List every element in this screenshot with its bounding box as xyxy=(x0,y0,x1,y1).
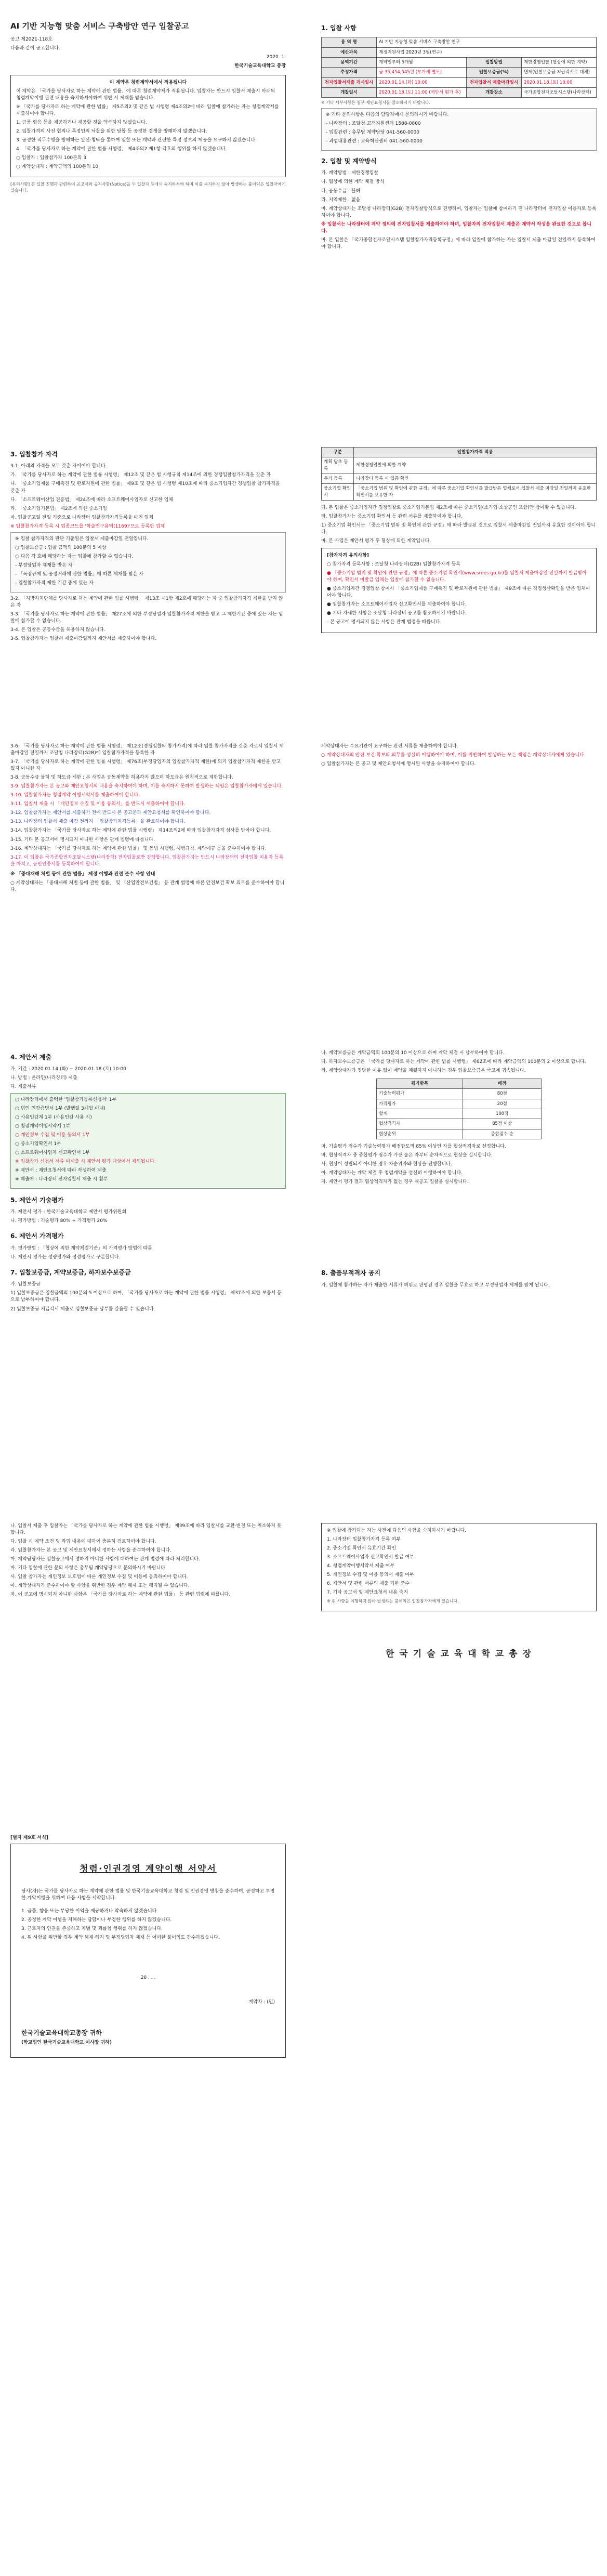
cell-value: 금 35,454,545원 (부가세 별도) xyxy=(377,68,467,77)
table-row xyxy=(322,457,597,474)
cell-label: 개찰일시 xyxy=(322,87,377,97)
announcement-column xyxy=(10,21,286,196)
table-row xyxy=(377,1099,542,1109)
sec9-item: 마. 계약담당자는 입찰공고에서 정하지 아니한 사항에 대하여는 관계 법령에 따라 처리합니다. xyxy=(10,1557,200,1562)
notice-line: - 본 공고에 명시되지 않은 사항은 관계 법령을 따릅니다. xyxy=(327,620,442,625)
sec9-item: 나. 입찰서 제출 후 입찰자는 「국가를 당사자로 하는 계약에 관한 법률 시행령」 제39조에 따라 입찰서를 교환·변경 또는 취소하지 못합니다. xyxy=(10,1523,282,1536)
pledge-date: 20 . . . xyxy=(140,1975,156,1980)
cell-label: 용역기간 xyxy=(322,58,377,68)
integrity-para: 1. 금품·향응 등을 제공하거나 제공할 것을 약속하지 않겠습니다. xyxy=(16,120,147,126)
table-cell: 협상적격자 xyxy=(377,1119,463,1129)
table-cell: 80점 xyxy=(463,1089,542,1099)
contact-box xyxy=(321,108,597,151)
sec4-right-item2: 마. 기술평가 점수가 기술능력평가 배점한도의 85% 이상인 자를 협상적격자로 선정합니다. xyxy=(321,1144,506,1150)
table-cell: 협상순위 xyxy=(377,1129,463,1139)
table-cell: 추가 등록 xyxy=(322,474,354,483)
safety-note-title: ※ 「중대재해 처벌 등에 관한 법률」 제정 이행과 관련 준수 사항 안내 xyxy=(10,871,155,877)
sec3-para: 나. 「중소기업제품 구매촉진 및 판로지원에 관한 법률」 제9조 및 같은 법 시행령 제10조에 따라 중소기업자간 경쟁입찰 참가자격을 갖춘 자 xyxy=(10,481,280,494)
sec3b-blue-item: 3-13. 나라장터 입찰서 제출 마감 전까지 「입찰참가자격등록」을 완료하여야 합니다. xyxy=(10,819,186,825)
form-tag: [별지 제9호 서식] xyxy=(10,1835,48,1841)
sec4-right-item: 다. 하자보수보증금은 「국가를 당사자로 하는 계약에 관한 법률 시행령」 제62조에 따라 계약금액의 100분의 2 이상으로 합니다. xyxy=(321,1059,586,1065)
sec4-item: 다. 제출서류 xyxy=(10,1084,36,1090)
sec2-red-note: ※ 입찰서는 나라장터에 계약 정의에 전자입찰서를 제출하여야 하며, 입찰자의 전자입찰서 제출은 계약서 작성을 완료한 것으로 봅니다. xyxy=(321,221,591,234)
obligations-column xyxy=(10,743,286,896)
sec9-item: 바. 기타 입찰에 관한 문의 사항은 총무팀 계약담당으로 문의하시기 바랍니다. xyxy=(10,1566,167,1571)
doc-line: ○ 사용인감계 1부 (사용인감 사용 시) xyxy=(15,1114,92,1120)
sec2-item: 다. 공동수급 : 불허 xyxy=(321,188,361,194)
cell-value: 제한경쟁입찰 (협상에 의한 계약) xyxy=(521,58,596,68)
pledge-form xyxy=(10,1844,286,2057)
sec5-item: 가. 제안서 평가 : 한국기술교육대학교 제안서 평가위원회 xyxy=(10,1210,127,1215)
section-2-title: 2. 입찰 및 계약방식 xyxy=(321,157,377,165)
table-cell: 「중소기업 범위 및 확인에 관한 규정」에 따른 중소기업 확인서를 발급받은 업체로서 입찰서 제출 마감일 전일까지 유효한 확인서를 보유한 자 xyxy=(354,484,597,501)
sec7-item: 1) 입찰보증금은 입찰금액의 100분의 5 이상으로 하며, 「국가를 당사자로 하는 계약에 관한 법률 시행령」 제37조에 의한 보증서 등으로 납부하여야 합니다. xyxy=(10,1291,282,1303)
sec3b-magenta: 3-17. 이 입찰은 국가종합전자조달시스템(나라장터) 전자입찰로만 진행합니다. 입찰참가자는 반드시 나라장터의 전자입찰 이용자 등록을 마치고, 공인인증서를 등록하여야 합니다. xyxy=(10,855,284,867)
sec3-inset xyxy=(10,532,286,593)
sec3b-red-item: 3-9. 입찰참가자는 본 공고와 제안요청서의 내용을 숙지하여야 하며, 이를 숙지하지 못하여 발생하는 책임은 입찰참가자에게 있습니다. xyxy=(10,784,283,790)
sec3b-red-item: 3-10. 입찰참가자는 청렴계약 이행서약서를 제출하여야 합니다. xyxy=(10,793,140,798)
cell-label: 전자입찰서 제출마감일시 xyxy=(466,77,521,87)
table-cell: 20점 xyxy=(463,1099,542,1109)
doc-line: ○ 중소기업확인서 1부 xyxy=(15,1141,61,1147)
general-terms-column xyxy=(10,1523,286,1600)
announcement-note: [유의사항] 본 입찰 진행과 관련하여 공고서와 공지사항(Notice)을 두 입찰자 등에서 숙지하셔야 하며 이를 숙지하지 않아 발생하는 불이익은 입찰자에게 있습니다. xyxy=(10,182,286,193)
integrity-box-heading: 이 계약은 청렴계약서에서 적용됩니다 xyxy=(109,80,187,85)
inset-line: ○ 다음 각 호에 해당하는 자는 입찰에 참가할 수 없습니다. xyxy=(15,554,134,559)
checklist-line: 2. 중소기업 확인서 유효기간 확인 xyxy=(327,1546,397,1552)
qualification-table xyxy=(321,447,597,501)
pledge-item: 3. 근로자의 인권을 존중하고 차별 및 괴롭힘 행위를 하지 않겠습니다. xyxy=(21,1926,163,1931)
integrity-para: 이 계약은 「국가를 당사자로 하는 계약에 관한 법률」에 따른 청렴계약제가 적용됩니다. 입찰자는 반드시 입찰서 제출시 아래의 청렴계약이행 관련 내용을 숙지하셔야하며 위반 시 제재를 받습니다. xyxy=(16,88,275,101)
sec2-item: 가. 계약방법 : 제한경쟁입찰 xyxy=(321,170,379,176)
inset-line: - 부정당업자 제재를 받은 자 xyxy=(15,562,73,568)
sec3-para2: 3-4. 본 입찰은 공동수급을 허용하지 않습니다. xyxy=(10,627,105,633)
section-4-title: 4. 제안서 제출 xyxy=(10,1054,52,1061)
announcement-issuer: 한국기술교육대학교 총장 xyxy=(234,63,286,69)
integrity-para: 3. 공정한 직무수행을 방해하는 알선·청탁을 통하여 입찰 또는 계약과 관련한 특정 정보의 제공을 요구하지 않겠습니다. xyxy=(16,138,257,143)
page-3 xyxy=(0,728,607,1019)
table-cell: 나라장터 등록 시 업종 확인 xyxy=(354,474,597,483)
checklist-line: 6. 제안서 및 관련 서류의 제출 기한 준수 xyxy=(327,1581,410,1587)
pledge-title: 청렴·인권경영 계약이행 서약서 xyxy=(80,1864,217,1875)
table-cell: 기술능력평가 xyxy=(377,1089,463,1099)
cell-value: AI 기반 지능형 맞춤 서비스 구축방안 연구 xyxy=(377,37,597,47)
inset-line: - 입찰참가자격 제한 기간 중에 있는 자 xyxy=(15,581,94,586)
required-documents-box xyxy=(10,1093,286,1189)
table-cell: 중소기업 확인서 xyxy=(322,484,354,501)
cell-value: 2020.01.18.(토) 11:00 (제안서 평가 후) xyxy=(377,87,467,97)
page-1 xyxy=(0,0,607,416)
table-header: 평가항목 xyxy=(377,1079,463,1089)
cell-label: 예산과목 xyxy=(322,47,377,57)
sec9-item: 아. 계약상대자가 준수하여야 할 사항을 위반한 경우 계약 해제 또는 해지될 수 있습니다. xyxy=(10,1583,190,1589)
sec3-para2: 3-5. 입찰참가자는 입찰서 제출마감일까지 제안서를 제출하여야 합니다. xyxy=(10,636,157,642)
integrity-para: ※ 「국가를 당사자로 하는 계약에 관한 법률」 제5조의2 및 같은 법 시행령 제4조의2에 따라 입찰에 참가하는 자는 청렴계약서를 제출하여야 합니다. xyxy=(16,104,279,117)
sec3-para2: 3-2. 「지방자치단체를 당사자로 하는 계약에 관한 법률 시행령」 제13조 제1항 제2호에 해당하는 자 중 입찰참가자격 제한을 받지 않은 자 xyxy=(10,596,283,609)
contact-line: - 입찰관련 : 총무팀 계약담당 041-560-0000 xyxy=(326,129,419,135)
cell-value: 국가종합전자조달시스템(나라장터) xyxy=(521,87,596,97)
sec4-right-item2: 사. 협상이 성립되지 아니한 경우 차순위자와 협상을 진행합니다. xyxy=(321,1162,452,1167)
checklist-line: 7. 기타 공고서 및 제안요청서 내용 숙지 xyxy=(327,1590,408,1596)
notice-line: ● 입찰참가자는 소프트웨어사업자 신고확인서를 제출하여야 합니다. xyxy=(327,602,467,608)
sec9-item: 사. 입찰 참가자는 개인정보 보호법에 따른 개인정보 수집 및 이용에 동의하여야 합니다. xyxy=(10,1574,188,1580)
notice-box-title: [참가자격 유의사항] xyxy=(327,553,369,559)
announcement-title: AI 기반 지능형 맞춤 서비스 구축방안 연구 입찰공고 xyxy=(10,21,189,31)
contact-line: ※ 기타 문의사항은 다음의 담당자에게 문의하시기 바랍니다. xyxy=(326,112,449,117)
sec6-item: 나. 제안서 평가는 정량평가와 정성평가로 구분합니다. xyxy=(10,1254,121,1260)
section-3-title: 3. 입찰참가 자격 xyxy=(10,451,58,458)
sec7-item: 2) 입찰보증금 지급각서 제출로 입찰보증금 납부를 갈음할 수 있습니다. xyxy=(10,1306,155,1312)
cell-label: 추정가격 xyxy=(322,68,377,77)
announcement-number: 공고 제2021-118호 xyxy=(10,36,52,42)
pledge-recipient: 한국기술교육대학교총장 귀하 xyxy=(21,2029,102,2037)
doc-line: ※ 입찰참가 신청서 서류 미제출 시 제안서 평가 대상에서 제외됩니다. xyxy=(15,1159,156,1164)
sec3b-blue-item: 3-12. 입찰참가자는 제안서를 제출하기 전에 반드시 본 공고문과 제안요청서를 확인하여야 합니다. xyxy=(10,810,211,816)
sec3b-para: 3-6. 「국가를 당사자로 하는 계약에 관한 법률 시행령」 제12조(경쟁입찰의 참가자격)에 따라 입찰 참가자격을 갖춘 자로서 입찰서 제출마감일 전일까지 조달청 나라장터(G2B)에 입찰참가자격을 등록한 자 xyxy=(10,744,284,756)
checklist-note: ※ 위 사항을 이행하지 않아 발생하는 불이익은 입찰참가자에게 있습니다. xyxy=(327,1599,459,1604)
page-5 xyxy=(0,1507,607,1798)
cell-label: 개찰장소 xyxy=(466,87,521,97)
sec2-item: 마. 계약상대자는 조달청 나라장터(G2B) 전자입찰방식으로 진행하며, 입찰자는 입찰에 참여하기 전 나라장터에 전자입찰 이용자로 등록하여야 합니다. xyxy=(321,206,597,218)
table-header: 입찰참가자격 적용 xyxy=(354,448,597,457)
doc-line: ○ 나라장터에서 출력한 '입찰참가등록신청서' 1부 xyxy=(15,1097,117,1102)
integrity-para: 2. 입찰가격의 사전 협의나 특정인의 낙찰을 위한 담합 등 공정한 경쟁을 방해하지 않겠습니다. xyxy=(16,129,207,135)
section-8-title: 8. 출품부적격자 공지 xyxy=(321,1269,381,1277)
score-table xyxy=(376,1079,542,1139)
inset-line: - 「독점규제 및 공정거래에 관한 법률」에 따른 제재를 받은 자 xyxy=(15,571,143,577)
sec3-highlight: ※ 입찰참가자격 등록 시 업종코드를 '학술연구용역(1169)'으로 등록한 업체 xyxy=(10,523,165,529)
contact-line: - 과업내용관련 : 교육혁신센터 041-560-0000 xyxy=(326,139,423,144)
pledge-recipient-sub: (학교법인 한국기술교육대학교 이사장 귀하) xyxy=(21,2040,112,2046)
pledge-intro: 당사(자)는 국가를 당사자로 하는 계약에 관한 법률 및 한국기술교육대학교 청렴 및 인권경영 방침을 준수하며, 공정하고 투명한 계약이행을 위하여 다음 사항을 서약합니다. xyxy=(21,1888,275,1901)
table-cell: 가격평가 xyxy=(377,1099,463,1109)
sec2-item: 라. 지역제한 : 없음 xyxy=(321,197,361,203)
sec3b-right-para: ○ 입찰참가자는 본 공고 및 제안요청서에 명시된 사항을 숙지하여야 합니다. xyxy=(321,761,476,767)
notice-line: ● 기타 자세한 사항은 조달청 나라장터 공고를 참조하시기 바랍니다. xyxy=(327,611,467,616)
sec3-right-para: 라. 입찰참가자는 중소기업 확인서 등 관련 서류를 제출하여야 합니다. xyxy=(321,514,463,519)
section-1-title: 1. 입찰 사항 xyxy=(321,24,357,32)
sec3-para: 라. 「중소기업기본법」 제2조에 의한 중소기업 xyxy=(10,506,107,511)
sec3b-para2: 3-15. 기타 본 공고서에 명시되지 아니한 사항은 관계 법령에 따릅니다. xyxy=(10,837,155,843)
sec4-item: 가. 기간 : 2020.01.14.(화) ~ 2020.01.18.(토) 10:00 xyxy=(10,1067,126,1072)
table-row xyxy=(377,1119,542,1129)
inset-line: ※ 입찰 참가자격의 판단 기준일은 입찰서 제출마감일 전일입니다. xyxy=(15,536,149,542)
checklist-line: 5. 개인정보 수집 및 이용 동의서 제출 여부 xyxy=(327,1572,414,1578)
pledge-item: 4. 위 사항을 위반할 경우 계약 해제·해지 및 부정당업자 제재 등 어떠한 불이익도 감수하겠습니다. xyxy=(21,1935,220,1940)
safety-note-text: ○ 계약상대자는 「중대재해 처벌 등에 관한 법률」 및 「산업안전보건법」 등 관계 법령에 따른 안전보건 확보 의무를 준수하여야 합니다. xyxy=(10,880,285,892)
sec3b-right-para: ○ 계약상대자의 안전 보건 확보의 의무를 성실히 이행하여야 하며, 이를 위반하여 발생하는 모든 책임은 계약상대자에게 있습니다. xyxy=(321,753,586,758)
cell-label: 입찰보증금(%) xyxy=(466,68,521,77)
checklist-line: 1. 나라장터 입찰참가자격 등록 여부 xyxy=(327,1537,401,1543)
sec3-para: 다. 「소프트웨어산업 진흥법」 제24조에 따라 소프트웨어사업자로 신고한 업체 xyxy=(10,497,174,503)
pledge-party: 계약자 : (인) xyxy=(248,2000,275,2005)
sec3b-para: 3-8. 공동수급 불허 및 하도급 제한 : 본 사업은 공동계약을 허용하지 않으며 하도급은 원칙적으로 제한합니다. xyxy=(10,775,233,781)
table-cell: 100점 xyxy=(463,1109,542,1119)
doc-line: ※ 제안서 : 제안요청서에 따라 작성하여 제출 xyxy=(15,1167,107,1173)
table-cell: 제한경쟁입찰에 의한 계약 xyxy=(354,457,597,474)
cell-label: 전자입찰서제출 개시일시 xyxy=(322,77,377,87)
page-4 xyxy=(0,1029,607,1497)
sec9-item: 다. 입찰 시 계약 조건 및 과업 내용에 대하여 충분히 검토하여야 합니다. xyxy=(10,1539,156,1545)
cell-label: 용 역 명 xyxy=(322,37,377,47)
integrity-para: ○ 입찰자 : 입찰참가자 100분의 3 xyxy=(16,155,87,161)
sec7-item: 가. 입찰보증금 xyxy=(10,1282,41,1287)
sec6-item: 가. 평가방법 : 「협상에 의한 계약체결기준」의 가격평가 방법에 따름 xyxy=(10,1245,152,1251)
sec3-para: 3-1. 아래의 자격을 모두 갖춘 자이어야 합니다. xyxy=(10,464,107,469)
sec8-text: 가. 입찰에 참가하는 자가 제출한 서류가 허위로 판명된 경우 입찰을 무효로 하고 부정당업자 제재를 받게 됩니다. xyxy=(321,1282,550,1288)
president-signature: 한 국 기 술 교 육 대 학 교 총 장 xyxy=(386,1648,532,1659)
sec4-right-item: 라. 계약상대자가 정당한 이유 없이 계약을 체결하지 아니하는 경우 입찰보증금은 국고에 귀속됩니다. xyxy=(321,1068,526,1074)
qualification-notice-box xyxy=(321,548,597,633)
integrity-box xyxy=(10,75,286,178)
bid-info-column xyxy=(321,21,597,253)
cell-value: 2020.01.14.(화) 10:00 xyxy=(377,77,467,87)
sec2-extra: 바. 본 입찰은 「국가종합전자조달시스템 입찰참가자격등록규정」에 따라 입찰에 참가하는 자는 입찰서 제출 마감일 전일까지 등록하여야 합니다. xyxy=(321,237,596,249)
table-row xyxy=(322,474,597,483)
table-row xyxy=(377,1109,542,1119)
notice-line: ● 중소기업자간 경쟁입찰 참여시 「중소기업제품 구매촉진 및 판로지원에 관한 법률」 제9조에 따른 직접생산확인을 받은 업체이어야 합니다. xyxy=(327,586,590,599)
table-header: 구분 xyxy=(322,448,354,457)
section-7-title: 7. 입찰보증금, 계약보증금, 하자보수보증금 xyxy=(10,1268,131,1276)
sec2-item: 나. 협상에 의한 계약 체결 방식 xyxy=(321,179,385,185)
sec3-right-para: 다. 본 입찰은 중소기업자간 경쟁입찰로 중소기업기본법 제2조에 따른 중소기업(소기업·소상공인 포함)만 참여할 수 있습니다. xyxy=(321,505,576,510)
doc-line: ○ 법인 인감증명서 1부 (발행일 3개월 이내) xyxy=(15,1106,105,1111)
pledge-item: 2. 공정한 계약 이행을 저해하는 담합이나 부정한 행위를 하지 않겠습니다. xyxy=(21,1917,172,1923)
checklist-line: 4. 청렴계약이행서약서 제출 여부 xyxy=(327,1563,395,1569)
table-row xyxy=(377,1089,542,1099)
table-header: 배점 xyxy=(463,1079,542,1089)
proposal-column xyxy=(10,1050,286,1315)
cell-label: 입찰방법 xyxy=(466,58,521,68)
obligations-right-column xyxy=(321,743,597,770)
sec3-para: 마. 입찰공고일 전일 기준으로 나라장터 입찰참가자격등록을 마친 업체 xyxy=(10,515,154,520)
qualification-right-column xyxy=(321,447,597,633)
inset-line: ○ 입찰보증금 : 입찰 금액의 100분의 5 이상 xyxy=(15,545,107,550)
checklist-column xyxy=(321,1523,597,1661)
announcement-date: 2020. 1. xyxy=(266,54,286,60)
table-cell: 계획 당초 등록 xyxy=(322,457,354,474)
table-row xyxy=(377,1129,542,1139)
sec3-right-para: 마. 본 사업은 제안서 평가 후 협상에 의한 계약입니다. xyxy=(321,538,431,544)
integrity-para: ○ 계약상대자 : 계약금액의 100분의 10 xyxy=(16,164,99,170)
cell-value: 면제(입찰보증금 지급각서로 대체) xyxy=(521,68,596,77)
qualification-column xyxy=(10,447,286,645)
sec4-item: 나. 방법 : 온라인(나라장터) 제출 xyxy=(10,1075,77,1081)
sec3-para2: 3-3. 「국가를 당사자로 하는 계약에 관한 법률」 제27조에 의한 부정당업자 입찰참가자격 제한을 받고 그 제한기간 중에 있는 자는 입찰에 참가할 수 없습니다. xyxy=(10,612,283,624)
doc-line: ○ 청렴계약이행서약서 1부 xyxy=(15,1123,71,1129)
table-row xyxy=(322,484,597,501)
bid-info-table xyxy=(321,37,597,98)
sec3b-para2: 3-14. 입찰참가자는 「국가를 당사자로 하는 계약에 관한 법률 시행령」 제14조의2에 따라 입찰참가자격 심사를 받아야 합니다. xyxy=(10,828,271,834)
pledge-column xyxy=(10,1835,286,2058)
table-cell: 합계 xyxy=(377,1109,463,1119)
sec3b-para: 3-7. 「국가를 당사자로 하는 계약에 관한 법률 시행령」 제76조(부정당업자의 입찰참가자격 제한)에 의거 입찰참가자격 제한을 받고 있지 아니한 자 xyxy=(10,759,281,772)
sec9-item: 라. 입찰참가자는 본 공고 및 제안요청서에서 정하는 사항을 준수하여야 합니다. xyxy=(10,1548,171,1554)
cell-value: 계약일부터 5개월 xyxy=(377,58,467,68)
sec5-item: 나. 평가방법 : 기술평가 80% + 가격평가 20% xyxy=(10,1218,108,1224)
integrity-para: 4. 「국가를 당사자로 하는 계약에 관한 법률 시행령」 제4조의2 제1항 각호의 행위를 하지 않겠습니다. xyxy=(16,147,227,152)
cell-value: 2020.01.18.(토) 10:00 xyxy=(521,77,596,87)
section-5-title: 5. 제안서 기술평가 xyxy=(10,1197,64,1204)
sec4-right-item2: 자. 제안서 평가 결과 협상적격자가 없는 경우 재공고 입찰을 실시합니다. xyxy=(321,1179,469,1185)
page-2 xyxy=(0,426,607,717)
sec3b-right-para: 계약상대자는 수요기관이 요구하는 관련 서류를 제출하여야 합니다. xyxy=(321,744,458,749)
doc-line: ※ 제출처 : 나라장터 전자입찰서 제출 시 첨부 xyxy=(15,1176,108,1182)
section-6-title: 6. 제안서 가격평가 xyxy=(10,1232,64,1240)
pledge-item: 1. 금품, 향응 또는 부당한 이익을 제공하거나 약속하지 않겠습니다. xyxy=(21,1908,159,1914)
notice-line: ● 「중소기업 범위 및 확인에 관한 규정」에 따른 중소기업 확인서(www.smes.go.kr)를 입찰서 제출마감일 전일까지 발급받아야 하며, 확인서 미발급 업체는 입찰에 참가할 수 없습니다. xyxy=(327,571,587,583)
page-6 xyxy=(0,1835,607,2251)
checklist-line: ※ 입찰에 참가하는 자는 사전에 다음의 사항을 숙지하시기 바랍니다. xyxy=(327,1528,467,1533)
checklist-line: 3. 소프트웨어사업자 신고확인서 발급 여부 xyxy=(327,1555,414,1560)
sec4-right-item2: 바. 협상적격자 중 종합평가 점수가 가장 높은 자부터 순차적으로 협상을 실시합니다. xyxy=(321,1153,493,1159)
sec9-item: 자. 이 공고에 명시되지 아니한 사항은 「국가를 당사자로 하는 계약에 관한 법률」 등 관련 법령에 따릅니다. xyxy=(10,1592,231,1598)
evaluation-column xyxy=(321,1050,597,1291)
sec3b-red-item: 3-11. 입찰서 제출 시 「개인정보 수집 및 이용 동의서」를 반드시 제출하여야 합니다. xyxy=(10,801,186,807)
table-cell: 종합점수 순 xyxy=(463,1129,542,1139)
announcement-intro: 다음과 같이 공고합니다. xyxy=(10,45,60,51)
sec4-right-item2: 아. 계약상대자는 계약 체결 후 청렴계약을 성실히 이행하여야 합니다. xyxy=(321,1171,463,1176)
cell-value: 재정지원사업 2020년 3월(연구) xyxy=(377,47,597,57)
notice-line: ○ 참가자격 등록사항 : 조달청 나라장터(G2B) 입찰참가자격 등록 xyxy=(327,562,460,568)
table-cell: 85점 이상 xyxy=(463,1119,542,1129)
sec3-para: 가. 「국가를 당사자로 하는 계약에 관한 법률 시행령」 제12조 및 같은 법 시행규칙 제14조에 의한 경쟁입찰참가자격을 갖춘 자 xyxy=(10,472,271,478)
sec3b-para2: 3-16. 계약상대자는 「국가를 당사자로 하는 계약에 관한 법률」 및 동법 시행령, 시행규칙, 계약예규 등을 준수하여야 합니다. xyxy=(10,846,267,851)
table-note: ※ 기타 세부사항은 첨부 제안요청서를 참조하시기 바랍니다. xyxy=(321,100,430,106)
contact-line: - 나라장터 : 조달청 고객지원센터 1588-0800 xyxy=(326,121,421,126)
doc-line: ○ 개인정보 수집 및 이용 동의서 1부 xyxy=(15,1132,90,1138)
doc-line: ○ 소프트웨어사업자 신고확인서 1부 xyxy=(15,1150,90,1155)
sec3-right-para: 1) 중소기업 확인서는 「중소기업 범위 및 확인에 관한 규정」에 따라 발급된 것으로 입찰서 제출마감일 전일까지 유효한 것이어야 합니다. xyxy=(321,522,596,535)
checklist-box xyxy=(321,1523,597,1611)
sec4-right-item: 나. 계약보증금은 계약금액의 100분의 10 이상으로 하며 계약 체결 시 납부하여야 합니다. xyxy=(321,1050,505,1056)
